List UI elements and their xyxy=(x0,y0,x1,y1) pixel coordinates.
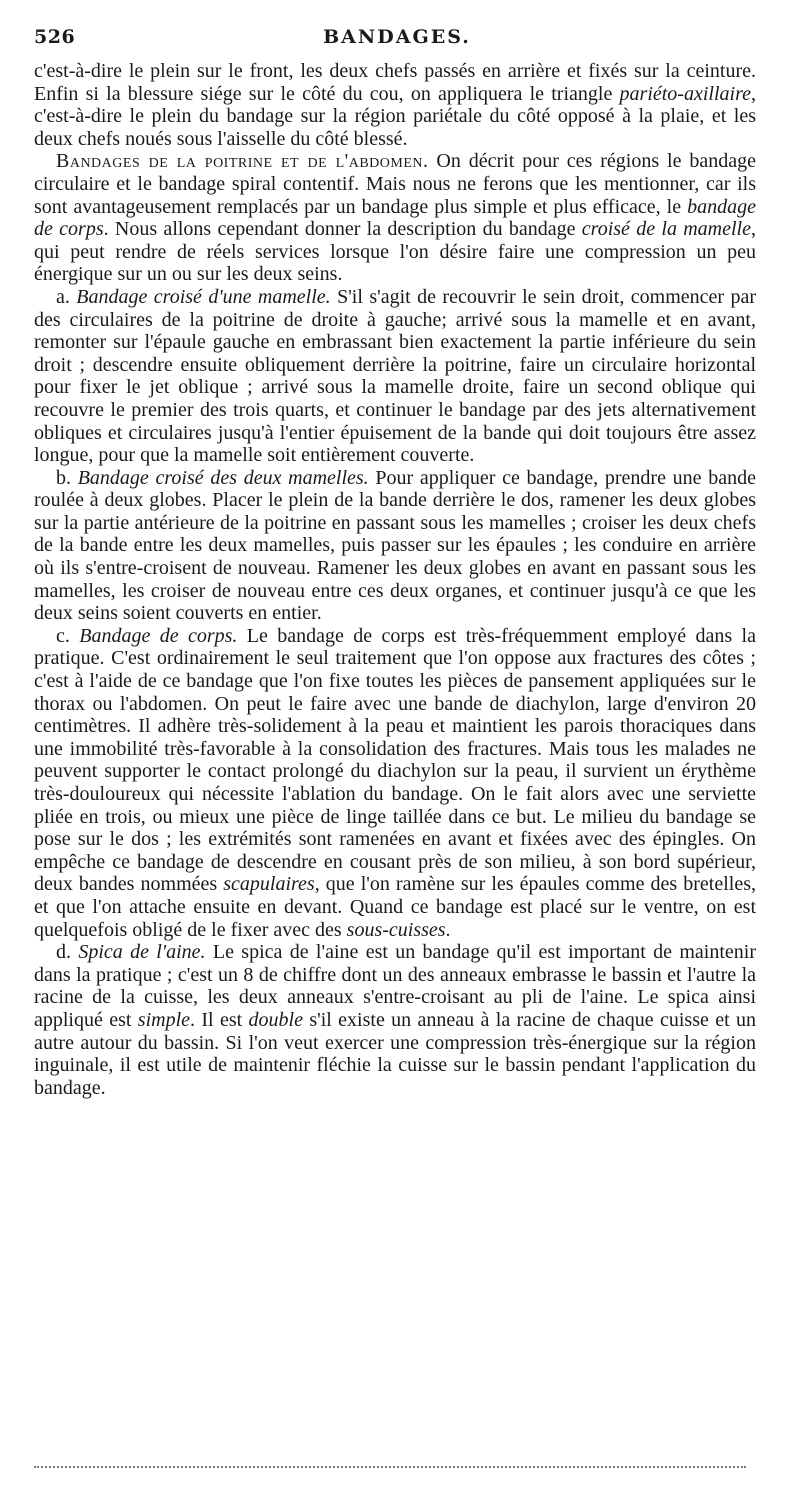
italic-term: pariéto-axillaire xyxy=(619,82,751,105)
item-letter: d. xyxy=(56,941,79,964)
text-run: . Nous allons cependant donner la description du bandage xyxy=(103,218,582,241)
running-title: BANDAGES. xyxy=(323,26,471,48)
text-run: Le bandage de corps est très-fréquemment employé dans la pratique. C'est ordinairement le seul traitement que l'on oppose aux fractures des côtes ; c'est à l'aide de ce bandage que l'on fixe toutes les pièces de pansement appliquées sur le thorax ou l'abdomen. On peut le faire avec une bande de diachylon, large d'environ 20 centimètres. Il adhère très-solidement à la peau et maintient les parois thoraciques dans une immobilité très-favorable à la consolidation des fractures. Mais tous les malades ne peuvent supporter le contact prolongé du diachylon sur la peau, il survient un érythème très-douloureux qui nécessite l'ablation du bandage. On le fait alors avec une serviette pliée en trois, ou mieux une pièce de linge taillée dans ce but. Le milieu du bandage se pose sur le dos ; les extrémités sont ramenées en avant et fixées avec des épingles. On empêche ce bandage de descendre en cousant près de son milieu, à son bord supérieur, deux bandes nommées xyxy=(34,624,756,896)
text-run: , qui peut rendre de réels services lorsque l'on désire faire une compression un peu énergique sur un ou sur les deux seins. xyxy=(34,218,756,286)
italic-term: sous-cuisses xyxy=(346,918,446,941)
page-header xyxy=(34,26,760,54)
paragraph-c xyxy=(34,625,756,941)
item-title: Spica de l'aine. xyxy=(78,941,206,964)
text-run: , c'est-à-dire le plein du bandage sur la région pariétale du côté opposé à la plaie, et les deux chefs noués sous l'aisselle du côté blessé. xyxy=(34,82,756,150)
item-title: Bandage croisé des deux mamelles. xyxy=(77,466,369,489)
text-run: . Il est xyxy=(190,1008,249,1031)
text-run: , que l'on ramène sur les épaules comme des bretelles, et que l'on attache ensuite en devant. Quand ce bandage est placé sur le ventre, on est quelquefois obligé de le fixer avec des xyxy=(34,873,756,941)
text-run: Le spica de l'aine est un bandage qu'il est important de maintenir dans la pratique ; c'est un 8 de chiffre dont un des anneaux embrasse le bassin et l'autre la racine de la cuisse, les deux anneaux s'entre-croisant au pli de l'aine. Le spica ainsi appliqué est xyxy=(34,941,757,1031)
text-run: . xyxy=(445,918,451,941)
footer-rule xyxy=(34,1466,746,1468)
italic-term: bandage de corps xyxy=(34,195,756,241)
item-letter: a. xyxy=(56,285,77,308)
text-run: c'est-à-dire le plein sur le front, les deux chefs passés en arrière et fixés sur la ceinture. Enfin si la blessure siége sur le côté du cou, on appliquera le triangle xyxy=(34,60,756,105)
text-run: S'il s'agit de recouvrir le sein droit, commencer par des circulaires de la poitrine de droite à gauche; arrivé sous la mamelle et en avant, remonter sur l'épaule gauche en embrassant bien exactement la partie inférieure du sein droit ; descendre ensuite obliquement derrière la poitrine, faire un circulaire horizontal pour fixer le jet oblique ; arrivé sous la mamelle droite, faire un second oblique qui recouvre le premier des trois quarts, et continuer le bandage par des jets alternativement obliques et circulaires jusqu'à l'entier épuisement de la bande qui doit toujours être assez longue, pour que la mamelle soit entièrement couverte. xyxy=(34,285,756,467)
text-run: Pour appliquer ce bandage, prendre une bande roulée à deux globes. Placer le plein de la bande derrière le dos, ramener les deux globes sur la partie antérieure de la poitrine en passant sous les mamelles ; croiser les deux chefs de la bande entre les deux mamelles, puis passer sur les épaules ; les conduire en arrière où ils s'entre-croisent de nouveau. Ramener les deux globes en avant en passant sous les mamelles, les croiser de nouveau entre ces deux organes, et continuer jusqu'à ce que les deux seins soient couverts en entier. xyxy=(34,466,756,625)
section-heading: Bandages de la poitrine et de l'abdomen. xyxy=(56,150,429,173)
italic-term: scapulaires xyxy=(223,873,315,896)
paragraph-continuation xyxy=(34,60,756,150)
paragraph-chest-abdomen xyxy=(34,150,756,286)
paragraph-d xyxy=(34,941,756,1099)
italic-term: simple xyxy=(137,1008,191,1031)
text-run: s'il existe un anneau à la racine de chaque cuisse et un autre autour du bassin. Si l'on veut exercer une compression très-énergique sur la région inguinale, il est utile de maintenir fléchie la cuisse sur le bassin pendant l'application du bandage. xyxy=(34,1008,756,1099)
item-title: Bandage croisé d'une mamelle. xyxy=(76,285,331,308)
item-letter: c. xyxy=(56,624,80,647)
text-run: On décrit pour ces régions le bandage circulaire et le bandage spiral contentif. Mais nous ne ferons que les mentionner, car ils sont avantageusement remplacés par un bandage plus simple et plus efficace, le xyxy=(34,150,756,218)
page-number: 526 xyxy=(34,26,76,48)
paragraph-a xyxy=(34,286,756,467)
body-text xyxy=(34,60,756,1099)
italic-term: croisé de la mamelle xyxy=(581,218,751,241)
paragraph-b xyxy=(34,467,756,625)
item-letter: b. xyxy=(56,466,78,489)
italic-term: double xyxy=(248,1008,303,1031)
item-title: Bandage de corps. xyxy=(79,624,238,647)
